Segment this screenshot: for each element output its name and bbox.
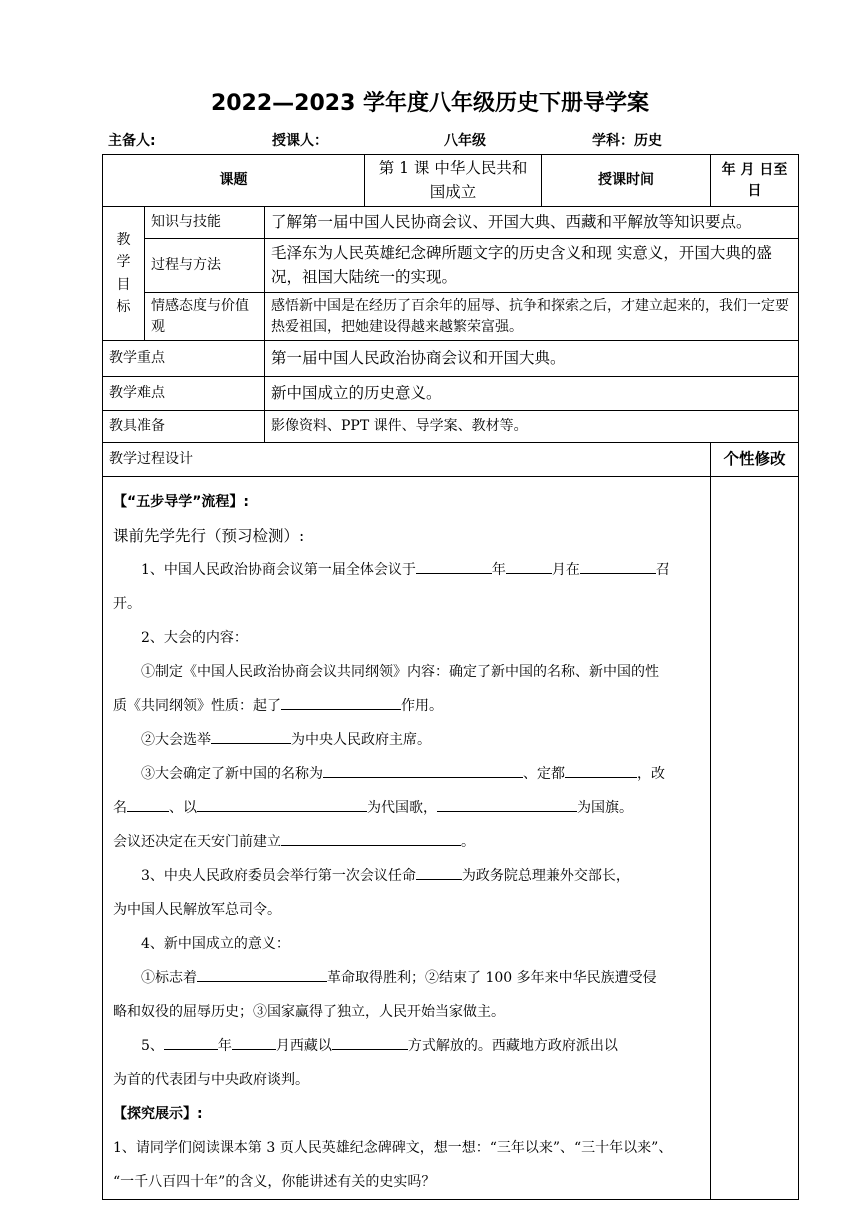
key-point-row xyxy=(103,341,799,377)
question-1: 1、中国人民政治协商会议第一届全体会议于 年 月在 召 xyxy=(113,553,700,587)
goal-row-process xyxy=(103,239,799,293)
question-5: 5、 年 月西藏以 方式解放的。西藏地方政府派出以 xyxy=(113,1029,700,1063)
goals-label-text: 教学目标 xyxy=(116,231,131,315)
question-2-3: ③大会确定了新中国的名称为 、定都 ，改 xyxy=(113,757,700,791)
question-4-1: ①标志着 革命取得胜利；②结束了 100 多年来中华民族遭受侵 xyxy=(113,961,700,995)
preparer-label: 主备人: xyxy=(108,133,156,149)
question-4-cont: 略和奴役的屈辱历史；③国家赢得了独立，人民开始当家做主。 xyxy=(113,1004,505,1020)
question-2-2: ②大会选举 为中央人民政府主席。 xyxy=(113,723,700,757)
section-heading-flow: 【“五步导学”流程】: xyxy=(113,494,250,510)
question-2-1: ①制定《中国人民政治协商会议共同纲领》内容：确定了新中国的名称、新中国的性 xyxy=(141,664,659,680)
question-3: 3、中央人民政府委员会举行第一次会议任命 为政务院总理兼外交部长， xyxy=(113,859,700,893)
section-heading-explore: 【探究展示】: xyxy=(113,1106,203,1122)
key-point-label: 教学重点 xyxy=(103,341,265,377)
topic-value: 第 1 课 中华人民共和国成立 xyxy=(365,155,542,207)
topic-row xyxy=(103,155,799,207)
question-2-1-cont: 质《共同纲领》性质：起了 作用。 xyxy=(113,689,700,723)
goal-label-process: 过程与方法 xyxy=(145,239,265,293)
pre-study-heading: 课前先学先行（预习检测）: xyxy=(113,527,305,545)
document-title: 2022—2023 学年度八年级历史下册导学案 xyxy=(210,91,650,116)
question-5-cont: 为首的代表团与中央政府谈判。 xyxy=(113,1072,309,1088)
process-content xyxy=(103,477,711,1200)
goal-label-knowledge: 知识与技能 xyxy=(145,207,265,239)
grade-label: 八年级 xyxy=(444,133,486,149)
teacher-label: 授课人： xyxy=(272,133,328,149)
difficulty-value: 新中国成立的历史意义。 xyxy=(265,377,799,411)
process-header-row xyxy=(103,443,799,477)
topic-label: 课题 xyxy=(103,155,365,207)
subject-label: 学科：历史 xyxy=(592,133,662,149)
materials-value: 影像资料、PPT 课件、导学案、教材等。 xyxy=(265,411,799,443)
question-2: 2、大会的内容： xyxy=(141,630,248,646)
explore-question-1: 1、请同学们阅读课本第 3 页人民英雄纪念碑碑文，想一想：“三年以来”、“三十年以来”、 xyxy=(113,1140,673,1156)
question-1-end: 开。 xyxy=(113,596,141,612)
goal-value-knowledge: 了解第一届中国人民协商会议、开国大典、西藏和平解放等知识要点。 xyxy=(265,207,799,239)
materials-label: 教具准备 xyxy=(103,411,265,443)
difficulty-row xyxy=(103,377,799,411)
personal-edit-label: 个性修改 xyxy=(711,443,799,477)
personal-edit-column[interactable] xyxy=(711,477,799,1200)
explore-question-1-cont: “一千八百四十年”的含义，你能讲述有关的史实吗？ xyxy=(113,1174,436,1190)
goal-row-emotion xyxy=(103,293,799,341)
goal-label-emotion: 情感态度与价值观 xyxy=(145,293,265,341)
goal-row-knowledge xyxy=(103,207,799,239)
goal-value-emotion: 感悟新中国是在经历了百余年的屈辱、抗争和探索之后，才建立起来的，我们一定要热爱祖国，把她建设得越来越繁荣富强。 xyxy=(265,293,799,341)
key-point-value: 第一届中国人民政治协商会议和开国大典。 xyxy=(265,341,799,377)
time-label: 授课时间 xyxy=(542,155,711,207)
lesson-plan-table xyxy=(102,154,799,1200)
materials-row xyxy=(103,411,799,443)
question-4: 4、新中国成立的意义： xyxy=(141,936,290,952)
goals-label xyxy=(103,207,145,341)
process-label: 教学过程设计 xyxy=(103,443,711,477)
process-content-row xyxy=(103,477,799,1200)
time-value: 年 月 日至 日 xyxy=(711,155,799,207)
goal-value-process: 毛泽东为人民英雄纪念碑所题文字的历史含义和现 实意义，开国大典的盛况，祖国大陆统一的实现。 xyxy=(265,239,799,293)
question-3-cont: 为中国人民解放军总司令。 xyxy=(113,902,281,918)
question-2-3-cont: 名 、以 为代国歌， 为国旗。 xyxy=(113,791,700,825)
difficulty-label: 教学难点 xyxy=(103,377,265,411)
question-2-3-end: 会议还决定在天安门前建立 。 xyxy=(113,825,700,859)
